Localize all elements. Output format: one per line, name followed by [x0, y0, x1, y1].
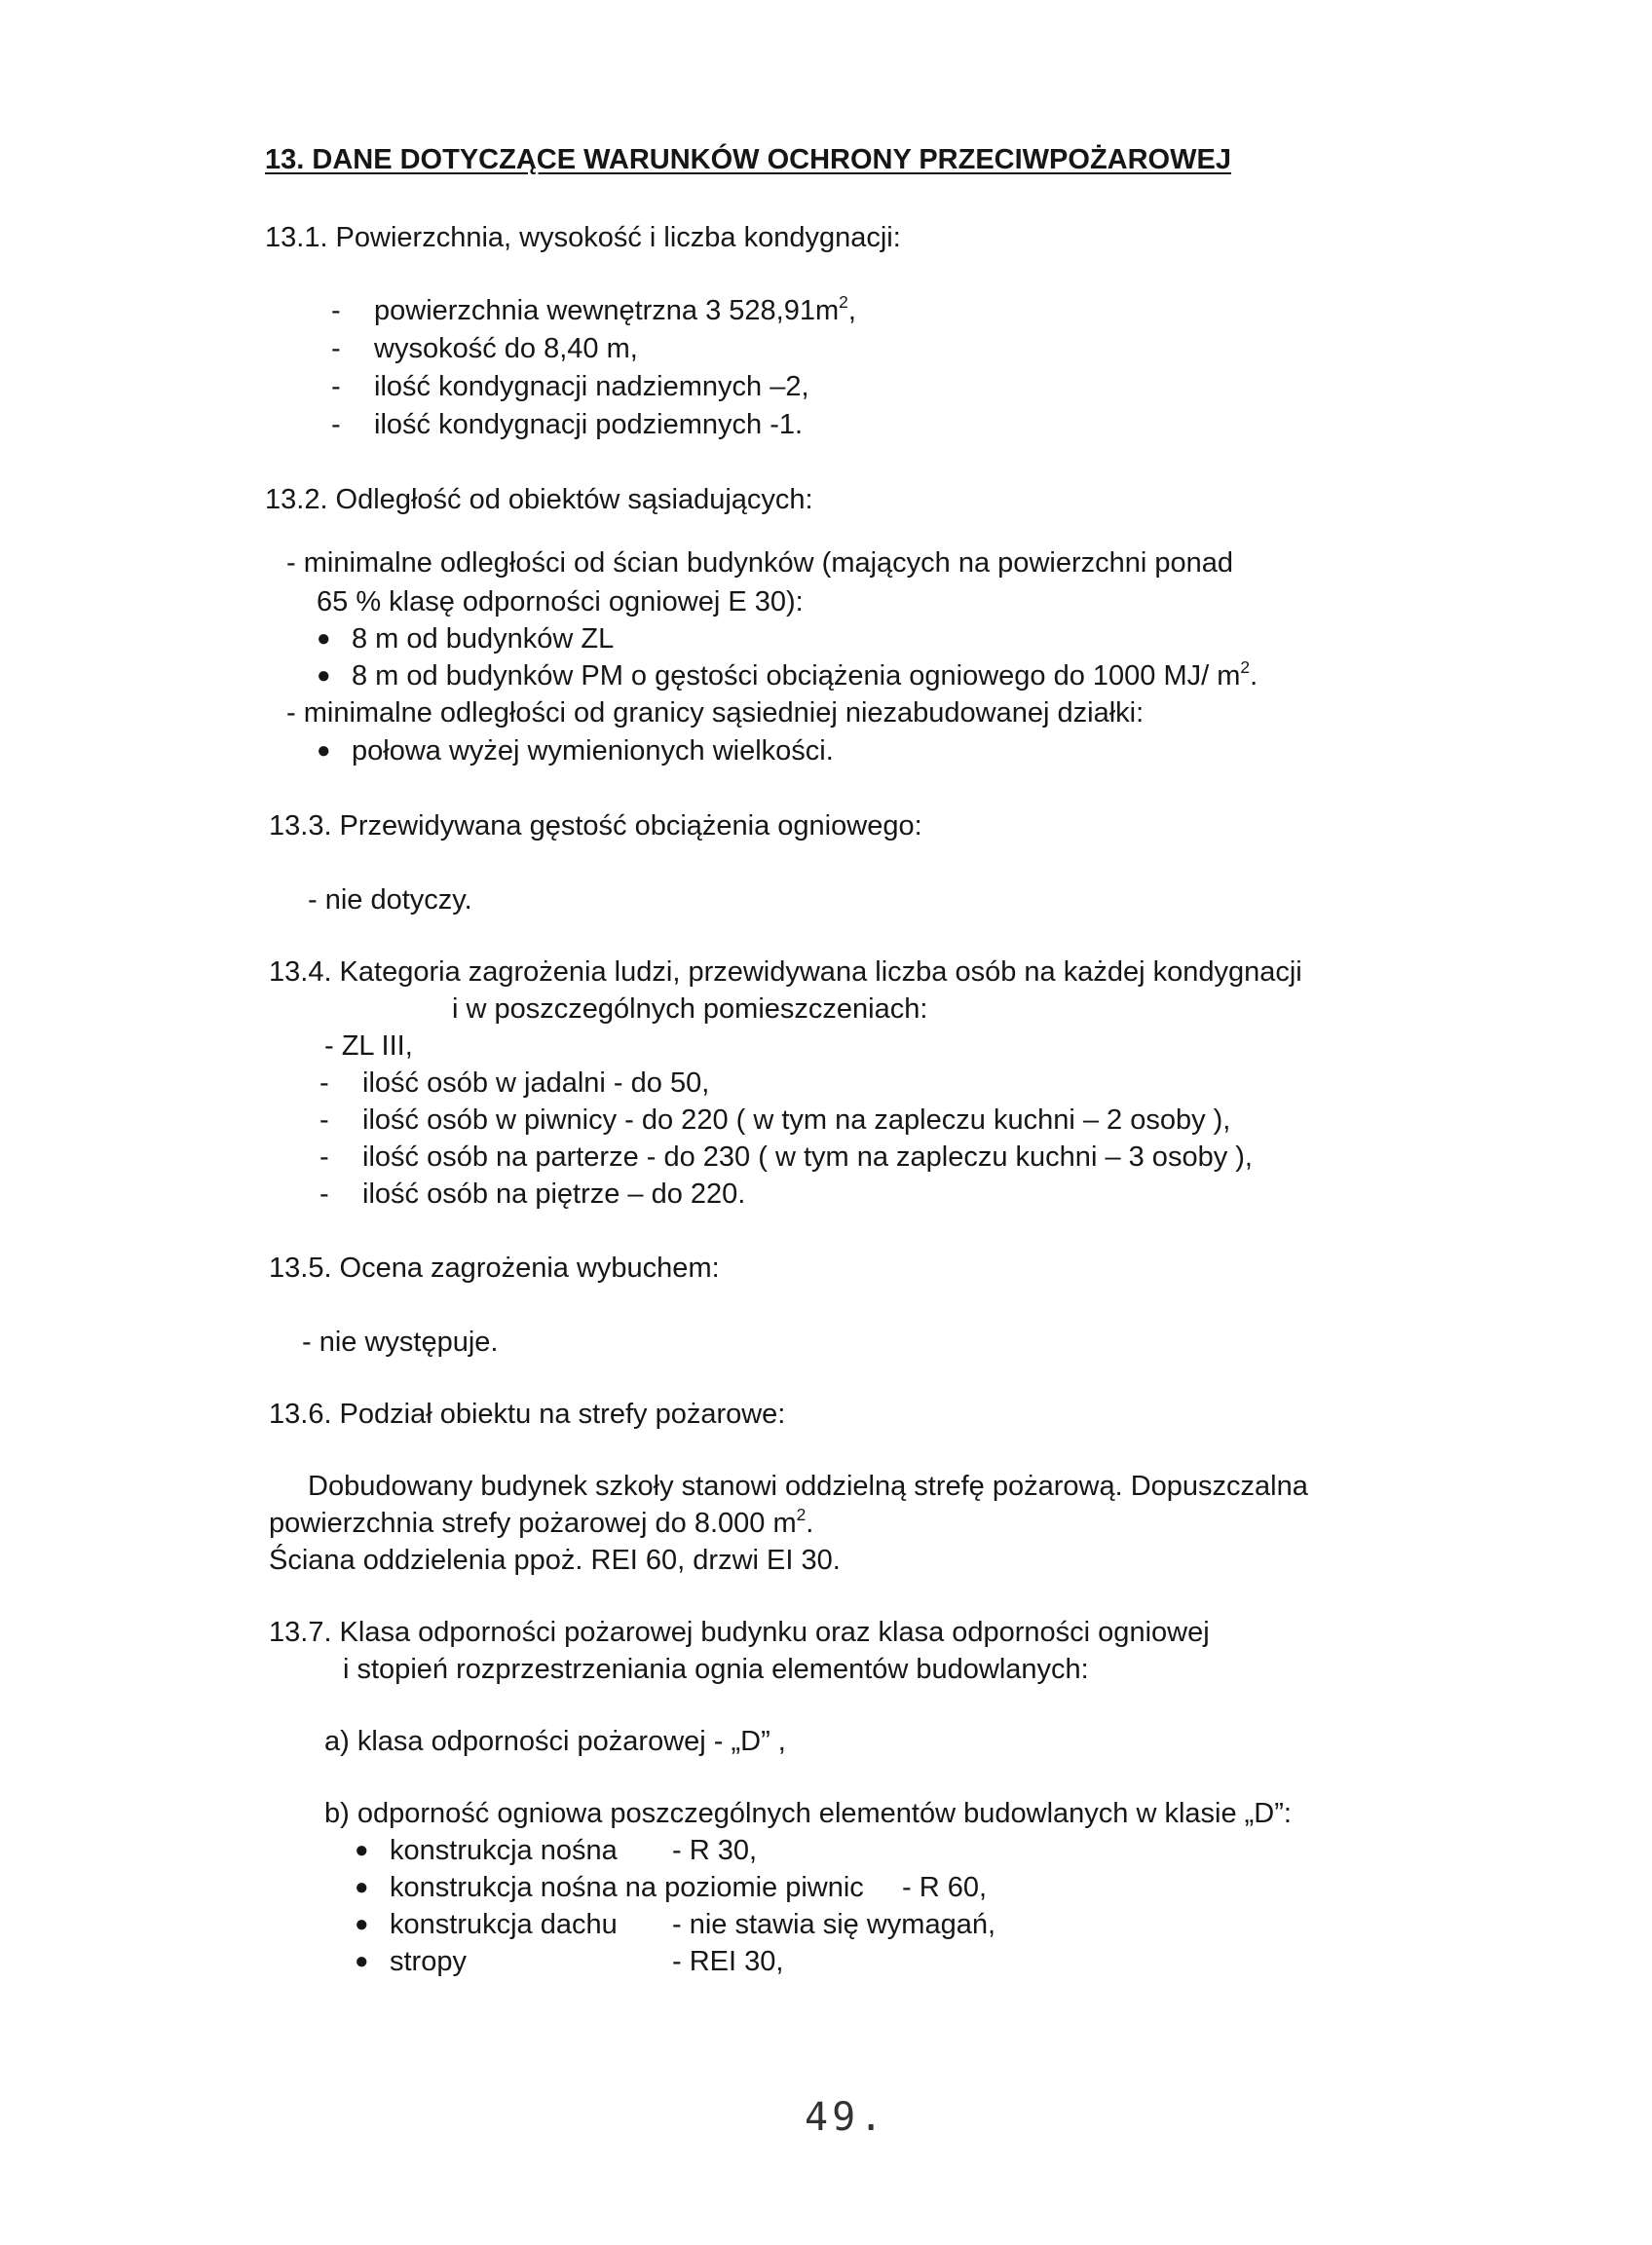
paragraph-line: - minimalne odległości od ścian budynków (mających na powierzchni ponad [286, 547, 1234, 579]
section-13-4-heading: 13.4. Kategoria zagrożenia ludzi, przewidywana liczba osób na każdej kondygnacji [269, 956, 1302, 988]
document-title: 13. DANE DOTYCZĄCE WARUNKÓW OCHRONY PRZECIWPOŻAROWEJ [265, 144, 1231, 175]
paragraph-line: Ściana oddzielenia ppoż. REI 60, drzwi EI 30. [269, 1545, 841, 1576]
paragraph-line: 65 % klasę odporności ogniowej E 30): [317, 586, 804, 617]
list-item: - ilość osób w jadalni - do 50, [319, 1067, 710, 1099]
bullet-icon: ● [355, 1911, 369, 1937]
clause-a: a) klasa odporności pożarowej - „D” , [324, 1726, 786, 1757]
list-item: - ilość osób na piętrze – do 220. [319, 1179, 746, 1210]
section-13-3-text: - nie dotyczy. [308, 884, 472, 916]
list-item: - ilość kondygnacji nadziemnych –2, [331, 371, 809, 402]
page-number: 49. [805, 2095, 887, 2140]
list-item: - powierzchnia wewnętrzna 3 $528,91m^2$, [331, 291, 856, 326]
paragraph-line: powierzchnia strefy pożarowej do 8.000 $m^2$. [269, 1504, 814, 1539]
section-13-6-heading: 13.6. Podział obiektu na strefy pożarowe: [269, 1399, 786, 1430]
section-13-2-heading: 13.2. Odległość od obiektów sąsiadujących: [265, 484, 813, 515]
element-value: - R 30, [672, 1835, 758, 1866]
section-13-1-heading: 13.1. Powierzchnia, wysokość i liczba kondygnacji: [265, 222, 901, 253]
list-item: - ilość kondygnacji podziemnych -1. [331, 409, 804, 440]
list-item: - ilość osób na parterze - do 230 ( w tym na zapleczu kuchni – 3 osoby ), [319, 1141, 1253, 1173]
category-label: - ZL III, [324, 1030, 413, 1062]
paragraph-line: - minimalne odległości od granicy sąsiedniej niezabudowanej działki: [286, 697, 1145, 729]
element-row: ● konstrukcja dachu [355, 1909, 618, 1940]
element-value: - REI 30, [672, 1946, 784, 1977]
section-13-7-heading: 13.7. Klasa odporności pożarowej budynku oraz klasa odporności ogniowej [269, 1617, 1210, 1648]
list-item: - wysokość do 8,40 m, [331, 333, 638, 364]
element-value: - nie stawia się wymagań, [672, 1909, 996, 1940]
clause-b: b) odporność ogniowa poszczególnych elementów budowlanych w klasie „D”: [324, 1798, 1292, 1829]
bullet-icon: ● [317, 662, 331, 689]
section-13-4-heading-cont: i w poszczególnych pomieszczeniach: [452, 993, 928, 1025]
bullet-item: ● 8 m od budynków PM o gęstości obciążenia ogniowego do 1000 MJ/ $m^2$. [317, 656, 1258, 692]
bullet-icon: ● [317, 625, 331, 652]
section-13-3-heading: 13.3. Przewidywana gęstość obciążenia ogniowego: [269, 810, 922, 842]
list-item: - ilość osób w piwnicy - do 220 ( w tym na zapleczu kuchni – 2 osoby ), [319, 1104, 1231, 1136]
element-row: ● konstrukcja nośna na poziomie piwnic [355, 1872, 864, 1903]
bullet-icon: ● [355, 1948, 369, 1974]
section-13-5-text: - nie występuje. [302, 1327, 499, 1358]
section-13-7-heading-cont: i stopień rozprzestrzeniania ognia elementów budowlanych: [343, 1654, 1089, 1685]
element-row: ● stropy [355, 1946, 467, 1977]
bullet-icon: ● [317, 737, 331, 764]
element-value: - R 60, [902, 1872, 988, 1903]
bullet-icon: ● [355, 1837, 369, 1863]
bullet-icon: ● [355, 1874, 369, 1900]
element-row: ● konstrukcja nośna [355, 1835, 618, 1866]
section-13-5-heading: 13.5. Ocena zagrożenia wybuchem: [269, 1253, 720, 1284]
bullet-item: ● połowa wyżej wymienionych wielkości. [317, 735, 834, 767]
paragraph-line: Dobudowany budynek szkoły stanowi oddzielną strefę pożarową. Dopuszczalna [308, 1471, 1308, 1502]
bullet-item: ● 8 m od budynków ZL [317, 623, 615, 655]
